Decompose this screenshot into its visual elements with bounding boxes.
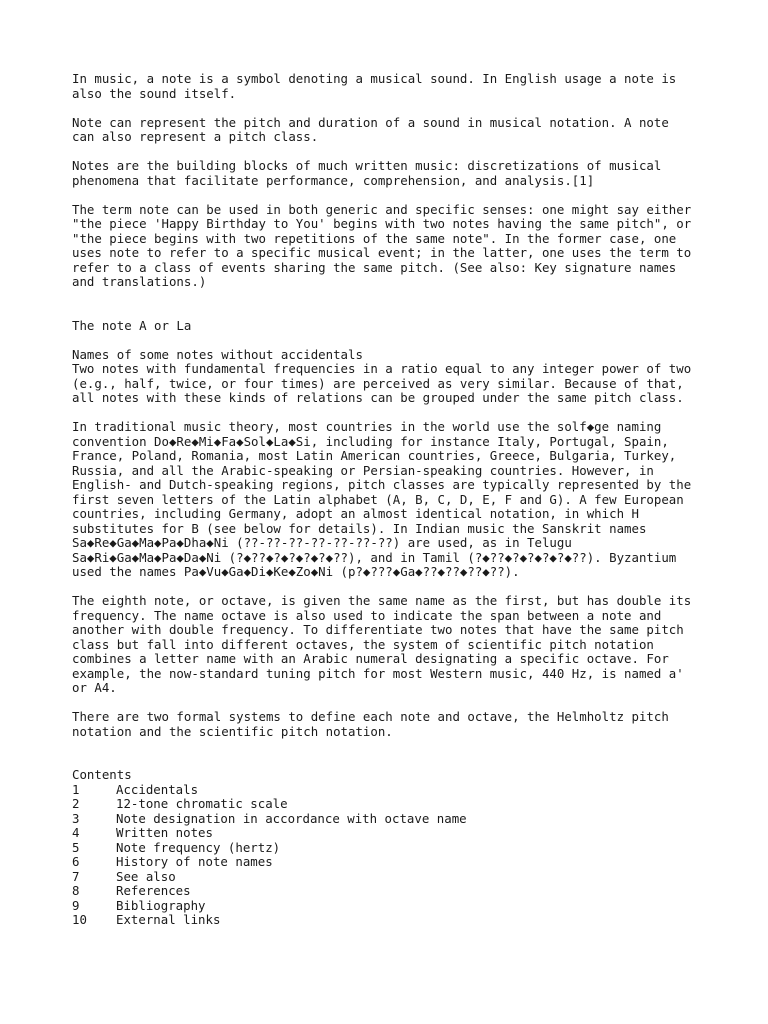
text-line: Sa◆Ri◆Ga◆Ma◆Pa◆Da◆Ni (?◆??◆?◆?◆?◆?◆??), and in Tamil (?◆??◆?◆?◆?◆?◆??). Byzantium — [72, 549, 677, 565]
text-line: used the names Pa◆Vu◆Ga◆Di◆Ke◆Zo◆Ni (p?◆???◆Ga◆??◆??◆??◆??). — [72, 564, 520, 579]
text-line: first seven letters of the Latin alphabet (A, B, C, D, E, F and G). A few European — [72, 491, 684, 507]
toc-item-number: 10 — [72, 912, 87, 927]
paragraph-gap — [72, 290, 732, 319]
image-caption: The note A or La — [72, 317, 192, 333]
text-line: and translations.) — [72, 274, 207, 289]
toc-item-label: References — [116, 883, 191, 898]
paragraph-gap — [72, 406, 732, 421]
image-caption: Names of some notes without accidentals — [72, 346, 363, 362]
toc-item-number: 5 — [72, 839, 80, 855]
toc-item[interactable] — [72, 884, 732, 899]
document-page — [72, 72, 732, 928]
toc-item-number: 1 — [72, 781, 80, 797]
toc-item-label: See also — [116, 868, 176, 884]
text-line: convention Do◆Re◆Mi◆Fa◆Sol◆La◆Si, including for instance Italy, Portugal, Spain, — [72, 433, 669, 449]
text-line: The eighth note, or octave, is given the same name as the first, but has double its — [72, 593, 692, 608]
text-line: example, the now-standard tuning pitch for most Western music, 440 Hz, is named a' — [72, 665, 684, 681]
toc-item-number: 8 — [72, 883, 80, 898]
toc-item[interactable] — [72, 870, 732, 885]
text-line: can also represent a pitch class. — [72, 129, 319, 144]
toc-item[interactable] — [72, 797, 732, 812]
text-line: In traditional music theory, most countries in the world use the solf◆ge naming — [72, 419, 662, 434]
text-line: phenomena that facilitate performance, comprehension, and analysis.[1] — [72, 172, 595, 188]
text-line: "the piece begins with two repetitions of the same note". In the former case, one — [72, 230, 677, 246]
text-line: Russia, and all the Arabic-speaking or Persian-speaking countries. However, in — [72, 462, 654, 478]
text-line: The term note can be used in both generic and specific senses: one might say either — [72, 201, 692, 217]
toc-item[interactable] — [72, 855, 732, 870]
paragraph-gap — [72, 580, 732, 595]
text-line: countries, including Germany, adopt an almost identical notation, in which H — [72, 506, 639, 521]
text-line: Note can represent the pitch and duration of a sound in musical notation. A note — [72, 114, 669, 130]
text-line: combines a letter name with an Arabic numeral designating a specific octave. For — [72, 651, 669, 666]
toc-item-number: 6 — [72, 854, 80, 869]
table-of-contents — [72, 768, 732, 928]
toc-item-number: 7 — [72, 868, 80, 884]
text-line: There are two formal systems to define each note and octave, the Helmholtz pitch — [72, 709, 669, 724]
toc-item-label: 12-tone chromatic scale — [116, 796, 288, 811]
paragraph-gap — [72, 696, 732, 711]
text-line: In music, a note is a symbol denoting a musical sound. In English usage a note is — [72, 71, 677, 86]
toc-item-label: Note frequency (hertz) — [116, 839, 281, 855]
toc-item-label: Bibliography — [116, 897, 206, 913]
paragraph-gap — [72, 145, 732, 160]
toc-item-number: 4 — [72, 825, 80, 840]
toc-item[interactable] — [72, 913, 732, 928]
text-line: "the piece 'Happy Birthday to You' begins with two notes having the same pitch", or — [72, 216, 692, 231]
toc-item[interactable] — [72, 899, 732, 914]
contents-heading: Contents — [72, 767, 132, 782]
text-line: another with double frequency. To differentiate two notes that have the same pitch — [72, 622, 684, 637]
text-line: (e.g., half, twice, or four times) are perceived as very similar. Because of that, — [72, 375, 684, 391]
toc-item-label: Written notes — [116, 825, 213, 840]
text-line: Notes are the building blocks of much written music: discretizations of musical — [72, 158, 662, 173]
text-line: frequency. The name octave is also used to indicate the span between a note and — [72, 607, 662, 623]
toc-item[interactable] — [72, 812, 732, 827]
text-line: or A4. — [72, 680, 117, 695]
text-line: English- and Dutch-speaking regions, pitch classes are typically represented by the — [72, 477, 692, 492]
text-line: also the sound itself. — [72, 85, 237, 101]
text-line: all notes with these kinds of relations can be grouped under the same pitch class. — [72, 390, 684, 405]
text-line: notation and the scientific pitch notation. — [72, 723, 393, 739]
toc-item[interactable] — [72, 841, 732, 856]
toc-item-label: History of note names — [116, 854, 273, 869]
text-line: Two notes with fundamental frequencies in a ratio equal to any integer power of two — [72, 361, 692, 376]
paragraph-gap — [72, 101, 732, 116]
text-line: uses note to refer to a specific musical event; in the latter, one uses the term to — [72, 245, 692, 260]
toc-item-number: 3 — [72, 810, 80, 826]
toc-item-label: External links — [116, 912, 221, 927]
text-line: refer to a class of events sharing the same pitch. (See also: Key signature names — [72, 259, 677, 275]
text-line: Sa◆Re◆Ga◆Ma◆Pa◆Dha◆Ni (??-??-??-??-??-??-??) are used, as in Telugu — [72, 535, 572, 550]
toc-item[interactable] — [72, 826, 732, 841]
toc-item-label: Note designation in accordance with octave name — [116, 810, 467, 826]
toc-item-number: 9 — [72, 897, 80, 913]
paragraph-gap — [72, 188, 732, 203]
text-line: class but fall into different octaves, the system of scientific pitch notation — [72, 636, 654, 652]
toc-item-number: 2 — [72, 796, 80, 811]
text-line: France, Poland, Romania, most Latin American countries, Greece, Bulgaria, Turkey, — [72, 448, 677, 463]
text-line: substitutes for B (see below for details). In Indian music the Sanskrit names — [72, 520, 647, 536]
paragraph-gap — [72, 739, 732, 768]
paragraph-gap — [72, 333, 732, 348]
toc-item[interactable] — [72, 783, 732, 798]
toc-item-label: Accidentals — [116, 781, 199, 797]
